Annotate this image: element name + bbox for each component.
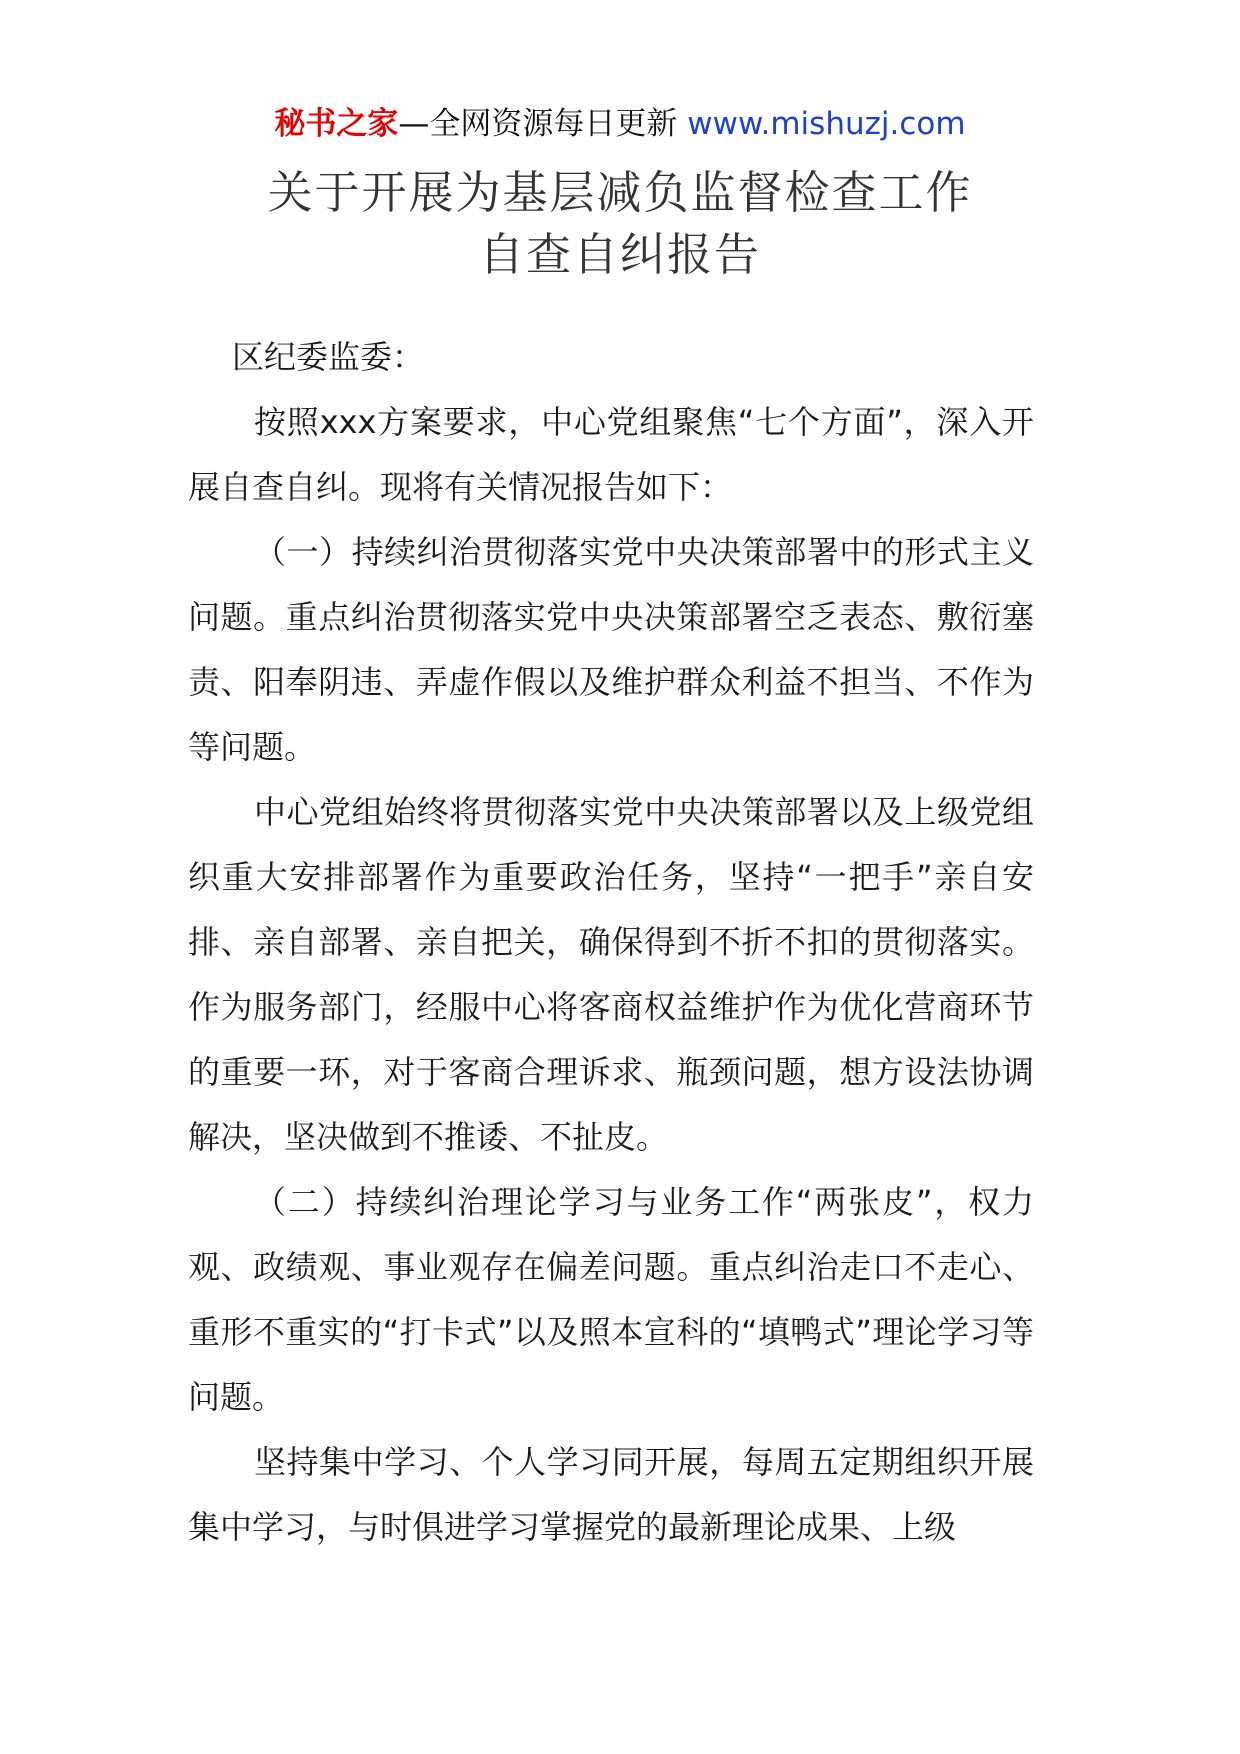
brand-name: 秘书之家 (274, 106, 399, 142)
document-body (188, 325, 1034, 1560)
paragraph: 按照xxx方案要求，中心党组聚焦“七个方面”，深入开展自查自纠。现将有关情况报告如下： (188, 403, 1034, 506)
salutation: 区纪委监委： (232, 338, 425, 376)
site-banner (0, 102, 1240, 146)
paragraph: 坚持集中学习、个人学习同开展，每周五定期组织开展集中学习，与时俱进学习掌握党的最新理论成果、上级 (188, 1443, 1034, 1546)
paragraph: （二）持续纠治理论学习与业务工作“两张皮”，权力观、政绩观、事业观存在偏差问题。重点纠治走口不走心、重形不重实的“打卡式”以及照本宣科的“填鸭式”理论学习等问题。 (188, 1183, 1034, 1416)
paragraph: 中心党组始终将贯彻落实党中央决策部署以及上级党组织重大安排部署作为重要政治任务，坚持“一把手”亲自安排、亲自部署、亲自把关，确保得到不折不扣的贯彻落实。作为服务部门，经服中心将客商权益维护作为优化营商环节的重要一环，对于客商合理诉求、瓶颈问题，想方设法协调解决，坚决做到不推诿、不扯皮。 (188, 793, 1034, 1156)
document-title-line-2: 自查自纠报告 (478, 228, 761, 281)
site-url-link[interactable]: www.mishuzj.com (687, 106, 966, 142)
document-title-line-1: 关于开展为基层减负监督检查工作 (267, 166, 973, 219)
paragraph: （一）持续纠治贯彻落实党中央决策部署中的形式主义问题。重点纠治贯彻落实党中央决策部署空乏表态、敷衍塞责、阳奉阴违、弄虚作假以及维护群众利益不担当、不作为等问题。 (188, 533, 1034, 766)
banner-slogan: —全网资源每日更新 (398, 106, 678, 142)
